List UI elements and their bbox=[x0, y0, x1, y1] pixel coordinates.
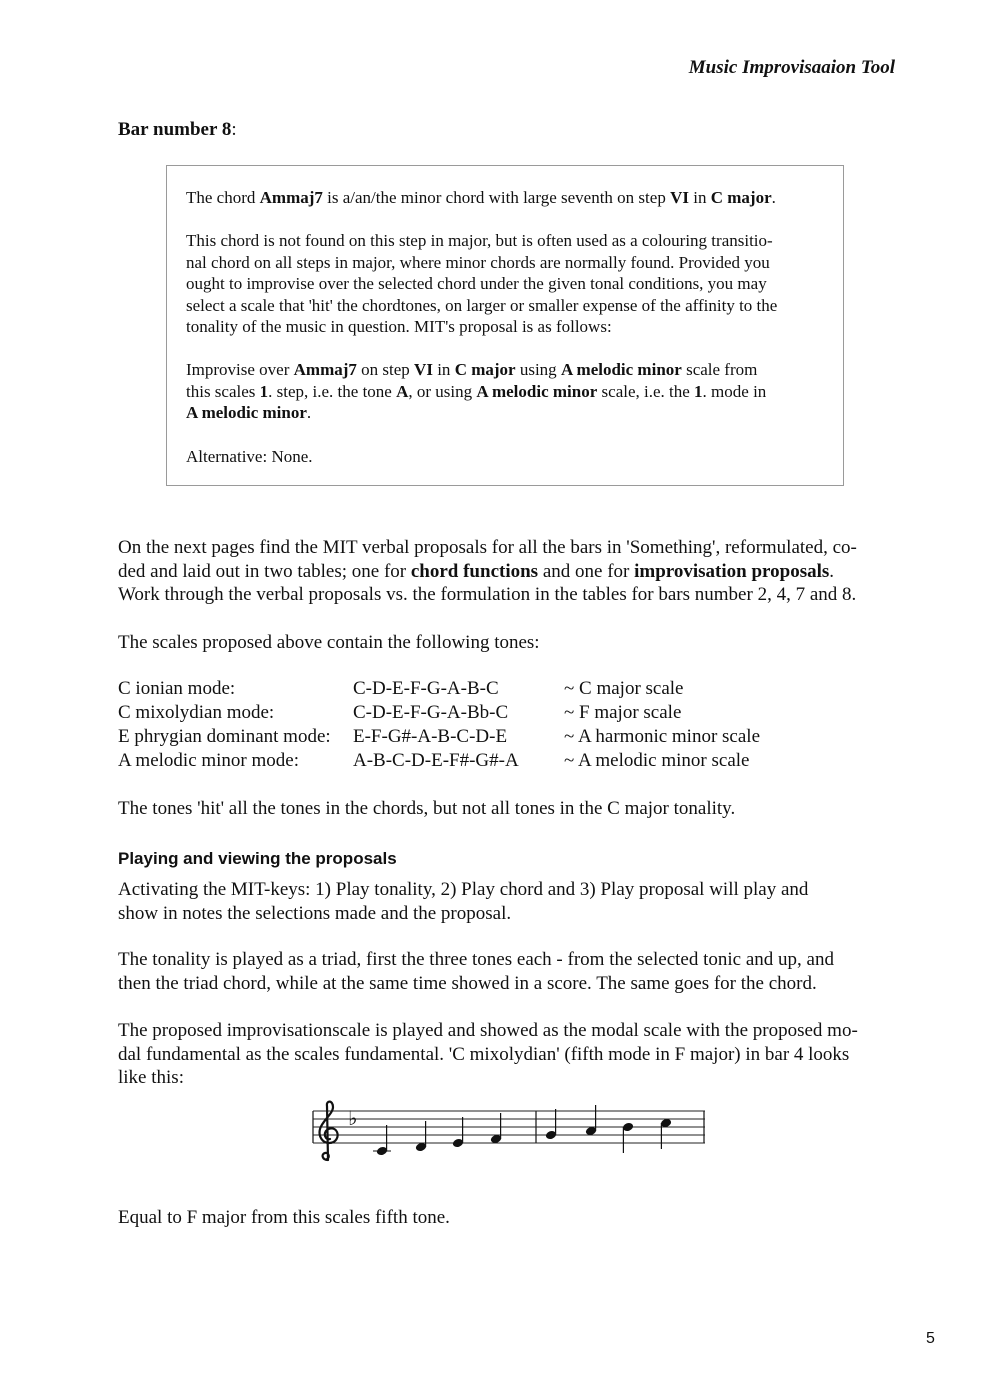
tone-name: A bbox=[396, 381, 409, 401]
text: in bbox=[432, 360, 455, 379]
text: . bbox=[771, 188, 776, 207]
text: on step bbox=[356, 360, 415, 379]
mode-name: C ionian mode: bbox=[118, 678, 236, 699]
text: Improvise over bbox=[186, 360, 294, 379]
scale-name: A melodic minor bbox=[476, 381, 598, 401]
flat-key-signature-icon: ♭ bbox=[348, 1106, 358, 1130]
scale-display-paragraph bbox=[118, 1019, 908, 1090]
tables-intro-paragraph bbox=[118, 536, 908, 607]
scale-equivalent: ~ C major scale bbox=[564, 678, 684, 699]
tones-hit-paragraph: The tones 'hit' all the tones in the chords, but not all tones in the C major tonality. bbox=[118, 798, 736, 819]
scale-tones: E-F-G#-A-B-C-D-E bbox=[353, 726, 508, 747]
scale-tones: C-D-E-F-G-A-B-C bbox=[353, 678, 499, 699]
text-line: show in notes the selections made and the proposal. bbox=[118, 902, 512, 924]
step-number: VI bbox=[670, 188, 689, 207]
text: is a/an/the minor chord with large seventh on step bbox=[322, 188, 671, 207]
chord-name: Ammaj7 bbox=[293, 360, 357, 379]
mode-number: 1 bbox=[694, 381, 703, 401]
closing-paragraph: Equal to F major from this scales fifth tone. bbox=[118, 1207, 450, 1228]
scale-notes bbox=[373, 1105, 672, 1156]
scale-equivalent: ~ A harmonic minor scale bbox=[564, 726, 761, 747]
text-line: dal fundamental as the scales fundamental. 'C mixolydian' (fifth mode in F major) in bar 4 looks bbox=[118, 1043, 850, 1065]
text: scale, i.e. the bbox=[597, 381, 695, 401]
step-number: VI bbox=[414, 360, 433, 379]
text: . bbox=[306, 403, 312, 423]
chord-description bbox=[186, 187, 836, 209]
text: in bbox=[688, 188, 711, 207]
improvisation-proposal bbox=[186, 359, 836, 424]
key-name: C major bbox=[710, 188, 772, 207]
text: , or using bbox=[408, 381, 477, 401]
text-line: The proposed improvisationscale is played and showed as the modal scale with the proposed mo- bbox=[118, 1020, 858, 1041]
text-line: like this: bbox=[118, 1067, 184, 1089]
proposal-box bbox=[166, 165, 844, 486]
text-line: On the next pages find the MIT verbal proposals for all the bars in 'Something', reformulated, co- bbox=[118, 537, 857, 558]
text-line: select a scale that 'hit' the chordtones, on larger or smaller expense of the affinity to the bbox=[186, 295, 778, 315]
key-name: C major bbox=[454, 360, 516, 379]
text: The chord bbox=[186, 188, 260, 207]
scale-tones: A-B-C-D-E-F#-G#-A bbox=[353, 750, 519, 771]
mode-name: A melodic minor mode: bbox=[118, 750, 300, 771]
text-line: This chord is not found on this step in major, but is often used as a colouring transitio- bbox=[186, 231, 773, 250]
text-line: then the triad chord, while at the same time showed in a score. The same goes for the chord. bbox=[118, 972, 817, 994]
scales-intro-paragraph: The scales proposed above contain the following tones: bbox=[118, 632, 540, 653]
alternative-note: Alternative: None. bbox=[186, 447, 313, 466]
running-header: Music Improvisaaion Tool bbox=[688, 57, 895, 78]
treble-clef-icon bbox=[320, 1102, 338, 1160]
bold-term: chord functions bbox=[410, 560, 539, 582]
text-line: ought to improvise over the selected chord under the given tonal conditions, you may bbox=[186, 274, 767, 294]
mode-name: E phrygian dominant mode: bbox=[118, 726, 331, 747]
text-line: tonality of the music in question. MIT's proposal is as follows: bbox=[186, 317, 612, 337]
step-number: 1 bbox=[259, 381, 269, 401]
text: this scales bbox=[186, 381, 260, 401]
bar-heading-label: Bar number 8 bbox=[118, 119, 232, 140]
text: scale from bbox=[681, 360, 758, 379]
text: ded and laid out in two tables; one for bbox=[118, 560, 411, 582]
text: and one for bbox=[538, 560, 635, 582]
scale-tones: C-D-E-F-G-A-Bb-C bbox=[353, 702, 509, 723]
chord-explanation bbox=[186, 230, 836, 338]
page-number: 5 bbox=[926, 1330, 935, 1347]
text-line: Work through the verbal proposals vs. the formulation in the tables for bars number 2, 4, 7 and 8. bbox=[118, 584, 857, 606]
text: using bbox=[515, 360, 561, 379]
music-staff bbox=[310, 1098, 710, 1170]
section-subheading: Playing and viewing the proposals bbox=[118, 849, 397, 868]
scale-equivalent: ~ F major scale bbox=[564, 702, 682, 723]
text: . mode in bbox=[702, 381, 767, 401]
bold-term: improvisation proposals bbox=[634, 560, 830, 582]
mode-name: C mixolydian mode: bbox=[118, 702, 275, 723]
text: . step, i.e. the tone bbox=[268, 381, 397, 401]
scale-name: A melodic minor bbox=[560, 360, 682, 379]
scale-name: A melodic minor bbox=[186, 403, 307, 423]
bar-heading-colon: : bbox=[231, 119, 237, 140]
text-line: Activating the MIT-keys: 1) Play tonality, 2) Play chord and 3) Play proposal will play and bbox=[118, 879, 809, 900]
tonality-paragraph bbox=[118, 948, 908, 995]
mit-keys-paragraph bbox=[118, 878, 908, 925]
text-line: The tonality is played as a triad, first the three tones each - from the selected tonic and up, and bbox=[118, 949, 834, 970]
text: . bbox=[829, 560, 835, 582]
chord-name: Ammaj7 bbox=[259, 188, 323, 207]
scale-equivalent: ~ A melodic minor scale bbox=[564, 750, 750, 771]
bar-heading bbox=[118, 119, 237, 141]
text-line: nal chord on all steps in major, where minor chords are normally found. Provided you bbox=[186, 252, 770, 272]
